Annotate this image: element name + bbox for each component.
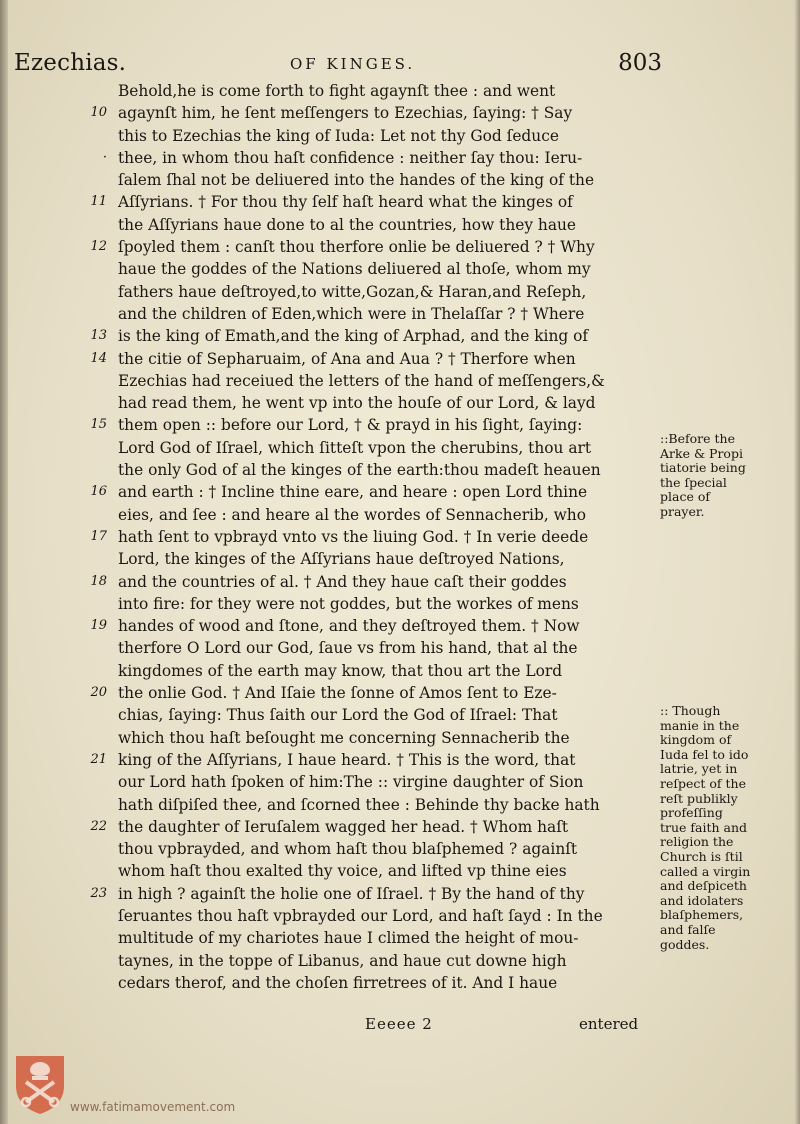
text-line (90, 615, 654, 637)
verse-number: 17 (90, 528, 107, 544)
text-line (90, 682, 654, 704)
watermark-url: www.fatimamovement.com (70, 1100, 236, 1114)
text-line (118, 637, 654, 659)
margin-note-line: Church is ſtil (660, 848, 743, 864)
verse-number: 20 (90, 685, 107, 701)
line-text: fathers haue deſtroyed,to witte,Gozan,& Haran,and Reſeph, (118, 282, 587, 301)
line-text: the daughter of Ieruſalem wagged her head. † Whom haſt (118, 817, 569, 836)
text-line (118, 972, 654, 994)
text-line (118, 303, 654, 325)
text-line (118, 905, 654, 927)
text-line (90, 414, 654, 436)
verse-number: 23 (90, 885, 107, 901)
margin-note-line: reſpect of the (660, 775, 746, 791)
running-head-left: Ezechias. (14, 50, 127, 76)
line-text: ſalem ſhal not be deliuered into the handes of the king of the (118, 171, 595, 190)
verse-number: 21 (90, 751, 107, 767)
line-text: hath diſpiſed thee, and ſcorned thee : Behinde thy backe hath (118, 795, 600, 814)
line-text: whom haſt thou exalted thy voice, and lifted vp thine eies (118, 862, 567, 881)
verse-number: · (102, 149, 107, 165)
margin-note-line: religion the (660, 834, 734, 850)
text-line (90, 749, 654, 771)
page-outer-edge (794, 0, 800, 1124)
margin-note-line: ::Before the (660, 431, 735, 446)
text-line (118, 169, 654, 191)
line-text: Aſſyrians. † For thou thy ſelf haſt heard what the kinges of (118, 193, 573, 212)
line-text: ſpoyled them : canſt thou therfore onlie be deliuered ? † Why (118, 238, 595, 257)
margin-note-line: and falſe (660, 921, 716, 937)
line-text: multitude of my chariotes haue I climed the height of mou- (118, 929, 579, 948)
line-text: thee, in whom thou haſt confidence : neither ſay thou: Ieru- (118, 148, 583, 167)
line-text: this to Ezechias the king of Iuda: Let not thy God ſeduce (118, 126, 559, 145)
line-text: thou vpbrayded, and whom haſt thou blaſphemed ? againſt (118, 840, 578, 859)
text-line (118, 727, 654, 749)
line-text: chias, ſaying: Thus ſaith our Lord the God of Iſrael: That (118, 706, 558, 725)
line-text: the Aſſyrians haue done to al the countries, how they haue (118, 215, 577, 234)
verse-number: 16 (90, 484, 107, 500)
line-text: our Lord hath ſpoken of him:The :: virgine daughter of Sion (118, 773, 584, 792)
line-text: them open :: before our Lord, † & prayd in his ſight, ſaying: (118, 416, 583, 435)
text-line (118, 704, 654, 726)
line-text: eies, and ſee : and heare al the wordes of Sennacherib, who (118, 505, 586, 524)
text-line (90, 816, 654, 838)
margin-note-line: called a virgin (660, 863, 751, 879)
verse-number: 14 (90, 350, 107, 366)
text-line (90, 325, 654, 347)
page-number: 803 (618, 50, 662, 76)
margin-note-line: tiatorie being (660, 460, 746, 476)
margin-note-line: :: Though (660, 703, 721, 718)
line-text: ſeruantes thou haſt vpbrayded our Lord, and haſt ſayd : In the (118, 906, 603, 925)
main-text-column (90, 80, 654, 994)
text-line (118, 125, 654, 147)
line-text: Ezechias had receiued the letters of the hand of meſſengers,& (118, 371, 605, 390)
margin-note-line: Iuda fel to ido (660, 746, 749, 762)
margin-note-ark (660, 432, 788, 520)
text-line (102, 147, 654, 169)
text-line (118, 838, 654, 860)
line-text: into fire: for they were not goddes, but the workes of mens (118, 594, 579, 613)
margin-note-line: Arke & Propi (660, 445, 743, 461)
margin-note-line: manie in the (660, 717, 740, 733)
signature-mark: Eeeee 2 (365, 1015, 433, 1033)
margin-note-virgin (660, 704, 788, 952)
text-line (118, 771, 654, 793)
line-text: therfore O Lord our God, ſaue vs from his hand, that al the (118, 639, 578, 658)
line-text: handes of wood and ſtone, and they deſtroyed them. † Now (118, 617, 580, 636)
text-line (118, 794, 654, 816)
text-line (118, 459, 654, 481)
line-text: and the countries of al. † And they haue caſt their goddes (118, 572, 567, 591)
line-text: kingdomes of the earth may know, that thou art the Lord (118, 661, 563, 680)
line-text: hath ſent to vpbrayd vnto vs the liuing God. † In verie deede (118, 527, 589, 546)
verse-number: 15 (90, 417, 107, 433)
line-text: and earth : † Incline thine eare, and heare : open Lord thine (118, 483, 588, 502)
text-line (90, 481, 654, 503)
text-line (90, 571, 654, 593)
text-line (90, 883, 654, 905)
verse-number: 12 (90, 239, 107, 255)
margin-note-line: latrie, yet in (660, 761, 738, 777)
text-line (118, 504, 654, 526)
running-head-title: OF KINGES. (290, 55, 416, 73)
text-line (118, 950, 654, 972)
text-line (90, 236, 654, 258)
verse-number: 19 (90, 618, 107, 634)
margin-note-line: kingdom of (660, 732, 732, 748)
line-text: and the children of Eden,which were in Thelaſſar ? † Where (118, 304, 585, 323)
margin-note-line: the ſpecial (660, 474, 727, 490)
text-line (118, 660, 654, 682)
line-text: haue the goddes of the Nations deliuered al thoſe, whom my (118, 260, 591, 279)
verse-number: 10 (90, 105, 107, 121)
margin-note-line: reſt publikly (660, 790, 738, 806)
verse-number: 11 (90, 194, 107, 210)
line-text: king of the Aſſyrians, I haue heard. † This is the word, that (118, 750, 576, 769)
catchword: entered (579, 1015, 639, 1033)
line-text: the onlie God. † And Iſaie the ſonne of Amos ſent to Eze- (118, 684, 557, 703)
text-line (90, 348, 654, 370)
text-line (90, 102, 654, 124)
text-line (118, 392, 654, 414)
line-text: taynes, in the toppe of Libanus, and haue cut downe high (118, 951, 567, 970)
line-text: is the king of Emath,and the king of Arphad, and the king of (118, 327, 589, 346)
running-head (14, 50, 662, 80)
line-text: cedars therof, and the choſen firretrees of it. And I haue (118, 973, 558, 992)
margin-note-line: goddes. (660, 936, 710, 952)
text-line (118, 927, 654, 949)
margin-note-line: profeſſing (660, 805, 723, 821)
line-text: Behold,he is come forth to fight agaynſt thee : and went (118, 82, 556, 100)
line-text: the only God of al the kinges of the earth:thou madeſt heauen (118, 461, 601, 480)
page-binding-edge (0, 0, 8, 1124)
margin-note-line: and deſpiceth (660, 878, 747, 894)
margin-note-line: true faith and (660, 819, 748, 835)
text-line (118, 548, 654, 570)
text-line (118, 860, 654, 882)
papal-keys-emblem-icon (12, 1052, 68, 1116)
line-text: had read them, he went vp into the houſe of our Lord, & layd (118, 394, 596, 413)
text-line (118, 437, 654, 459)
line-text: Lord, the kinges of the Aſſyrians haue deſtroyed Nations, (118, 550, 565, 569)
line-text: the citie of Sepharuaim, of Ana and Aua ? † Therfore when (118, 349, 576, 368)
text-line (118, 370, 654, 392)
text-line (118, 214, 654, 236)
margin-note-line: prayer. (660, 503, 705, 519)
verse-number: 13 (90, 328, 107, 344)
margin-note-line: blaſphemers, (660, 907, 744, 923)
text-line (118, 593, 654, 615)
verse-number: 22 (90, 818, 107, 834)
text-line (90, 526, 654, 548)
text-line (118, 258, 654, 280)
verse-number: 18 (90, 573, 107, 589)
margin-note-line: place of (660, 489, 710, 505)
line-text: agaynſt him, he ſent meſſengers to Ezechias, ſaying: † Say (118, 104, 573, 123)
line-text: in high ? againſt the holie one of Iſrael. † By the hand of thy (118, 884, 585, 903)
text-line (118, 80, 654, 102)
line-text: Lord God of Iſrael, which ſitteſt vpon the cherubins, thou art (118, 438, 592, 457)
margin-note-line: and idolaters (660, 892, 744, 908)
text-line (90, 191, 654, 213)
text-line (118, 281, 654, 303)
line-text: which thou haſt beſought me concerning Sennacherib the (118, 728, 570, 747)
